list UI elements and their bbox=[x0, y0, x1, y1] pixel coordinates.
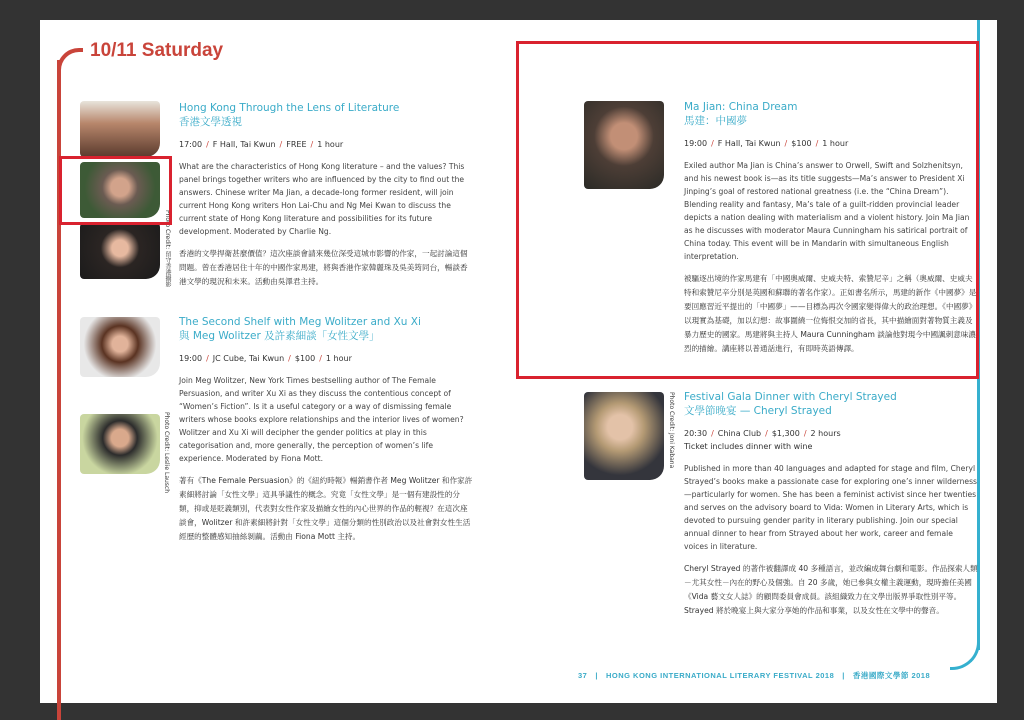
event-title-zh: 香港文學透視 bbox=[179, 116, 242, 128]
highlight-box-event bbox=[516, 41, 979, 379]
price: $1,300 bbox=[771, 429, 800, 438]
author-photo bbox=[80, 101, 160, 157]
time: 17:00 bbox=[179, 140, 203, 149]
duration: 1 hour bbox=[325, 354, 352, 363]
photo-credit: Photo Credit: Leslie Lausch bbox=[163, 412, 170, 494]
highlight-box-photo bbox=[59, 156, 172, 225]
duration: 2 hours bbox=[810, 429, 841, 438]
event-description-en: Exiled author Ma Jian is China’s answer to Orwell, Swift and Solzhenitsyn, and his newest book is—as its title suggests—Ma’s answer to President Xi Jinping’s goal of restored national greatness (i.e. the “China Dream”). Blending reality and fantasy, Ma’s tale of a guilt-ridden provincial leader depicts a nation dealing with materialism and a violent history. Join Ma Jian as he discusses with moderator Maura Cunningham his satirical portrait of China today. This event will be in Mandarin with simultaneous English interpretation. bbox=[684, 161, 970, 261]
event-description-en: Join Meg Wolitzer, New York Times bestselling author of The Female Persuasion, and writer Xu Xi as they discuss the contentious concept of “Women’s Fiction”. Is it a useful category or a way of dismissing female writers whose books explore relationships and the interior lives of women? Wolitzer and Xu Xi will decipher the gender politics at play in this categorisation and, more generally, the perception of women’s life experience. Moderated by Fiona Mott. bbox=[179, 376, 464, 463]
event-description-en: Published in more than 40 languages and adapted for stage and film, Cheryl Strayed’s books make a passionate case for exploring one’s inner wilderness—particularly for women. She has been a feminist activist since her twenties and serves on the advisory board to Vida: Women in Literary Arts, which is devoted to pursuing gender parity in literary publishing. Join our special annual dinner to hear from Strayed about her work, career and female voices in literature. bbox=[684, 464, 978, 551]
author-photo-xu-xi bbox=[80, 414, 160, 474]
event-title-en: Hong Kong Through the Lens of Literature bbox=[179, 102, 400, 114]
duration: 1 hour bbox=[317, 140, 344, 149]
venue: JC Cube, Tai Kwun bbox=[212, 354, 285, 363]
page-number: 37 bbox=[578, 671, 588, 680]
price: FREE bbox=[286, 140, 307, 149]
venue: F Hall, Tai Kwun bbox=[212, 140, 276, 149]
event-description-en: What are the characteristics of Hong Kong literature – and the values? This panel brings together writers who are influenced by the city to find out the answers. Chinese writer Ma Jian, a decade-long former resident, will join current Hong Kong writers Hon Lai-Chu and Ng Mei Kwan to discuss the current state of Hong Kong literature and possibilities for its future development. Moderated by Charlie Ng. bbox=[179, 162, 465, 236]
day-heading: 10/11 Saturday bbox=[90, 40, 224, 61]
page-footer: 37 | HONG KONG INTERNATIONAL LITERARY FESTIVAL 2018 | 香港國際文學節 2018 bbox=[578, 671, 931, 680]
footer-title-zh: 香港國際文學節 2018 bbox=[852, 671, 931, 680]
price: $100 bbox=[791, 139, 812, 148]
event-note: Ticket includes dinner with wine bbox=[684, 442, 813, 451]
event-description-zh: 著有《The Female Persuasion》的《紐約時報》暢銷書作者 Meg Wolitzer 和作家許素細將討論「女性文學」這具爭議性的概念。究竟「女性文學」是一個有建設性的分類，抑或是貶義類別，代表對女性作家及描繪女性的內心世界的作品的輕視？在這次座談會，Wolitzer 和許素細將針對「女性文學」這個分類的性別政治以及社會對女性生活經歷的整體感知抽絲剝繭。活動由 Fiona Mott 主持。 bbox=[179, 476, 473, 541]
event-title-zh: 與 Meg Wolitzer 及許素細談「女性文學」 bbox=[179, 330, 380, 342]
author-photo-cheryl-strayed bbox=[584, 392, 664, 480]
event-description-zh: 香港的文學捍衛甚麼價值？這次座談會請來幾位深受這城市影響的作家，一起討論這個問題。曾在香港居住十年的中國作家馬建，將與香港作家韓麗珠及吳美筠同台，暢談香港文學的現況和未來。活動由吳澤君主持。 bbox=[179, 249, 468, 286]
event-hk-literature bbox=[179, 101, 474, 289]
event-description-zh: 被驅逐出境的作家馬建有「中國奧威爾、史威夫特、索贊尼辛」之稱（奧威爾、史威夫特和索贊尼辛分別是英國和蘇聯的著名作家）。正如書名所示，馬建的新作《中國夢》是要回應習近平提出的「中國夢」——目標為再次令國家變得偉大的政治理想。《中國夢》以現實為基礎，加以幻想：故事圍繞一位悔恨交加的省長，其中描繪面對著物質主義及暴力歷史的國家。馬建將與主持人 Maura Cunningham 談論他對現今中國諷刺意味濃烈的描繪。講座將以普通話進行，有即時英語傳譯。 bbox=[684, 274, 977, 353]
time: 19:00 bbox=[684, 139, 708, 148]
event-title-en: Festival Gala Dinner with Cheryl Strayed bbox=[684, 391, 897, 403]
venue: China Club bbox=[717, 429, 762, 438]
event-meta: 19:00 / JC Cube, Tai Kwun / $100 / 1 hour bbox=[179, 354, 352, 363]
time: 19:00 bbox=[179, 354, 203, 363]
duration: 1 hour bbox=[822, 139, 849, 148]
event-title-zh: 馬建：中國夢 bbox=[684, 115, 747, 127]
event-meta: 17:00 / F Hall, Tai Kwun / FREE / 1 hour bbox=[179, 140, 344, 149]
event-meta: 19:00 / F Hall, Tai Kwun / $100 / 1 hour bbox=[684, 139, 849, 148]
event-title-en: Ma Jian: China Dream bbox=[684, 101, 798, 113]
event-title-en: The Second Shelf with Meg Wolitzer and Xu Xi bbox=[179, 316, 421, 328]
event-second-shelf bbox=[179, 315, 474, 544]
event-title-zh: 文學節晚宴 — Cheryl Strayed bbox=[684, 405, 832, 417]
event-gala-dinner bbox=[684, 390, 979, 618]
event-description-zh: Cheryl Strayed 的著作被翻譯成 40 多種語言，並改編成舞台劇和電影。作品探索人類－尤其女性－內在的野心及個強。自 20 多歲，她已參與女權主義運動，現時擔任美國《Vida 藝文女人誌》的顧問委員會成員。該組織致力在文學出版界爭取性別平等。Strayed 將於晚宴上與大家分享她的作品和事業，以及女性在文學中的聲音。 bbox=[684, 564, 978, 615]
time: 20:30 bbox=[684, 429, 708, 438]
venue: F Hall, Tai Kwun bbox=[717, 139, 781, 148]
price: $100 bbox=[294, 354, 316, 363]
author-photo bbox=[80, 223, 160, 279]
event-meta: 20:30 / China Club / $1,300 / 2 hours bbox=[684, 429, 841, 438]
footer-title-en: HONG KONG INTERNATIONAL LITERARY FESTIVAL 2018 bbox=[605, 671, 835, 680]
author-photo-meg-wolitzer bbox=[80, 317, 160, 377]
photo-credit: Photo Credit: Joni Kabana bbox=[668, 392, 675, 469]
photo-credit: Photo Credit: 留守香港攝影 bbox=[164, 210, 171, 287]
